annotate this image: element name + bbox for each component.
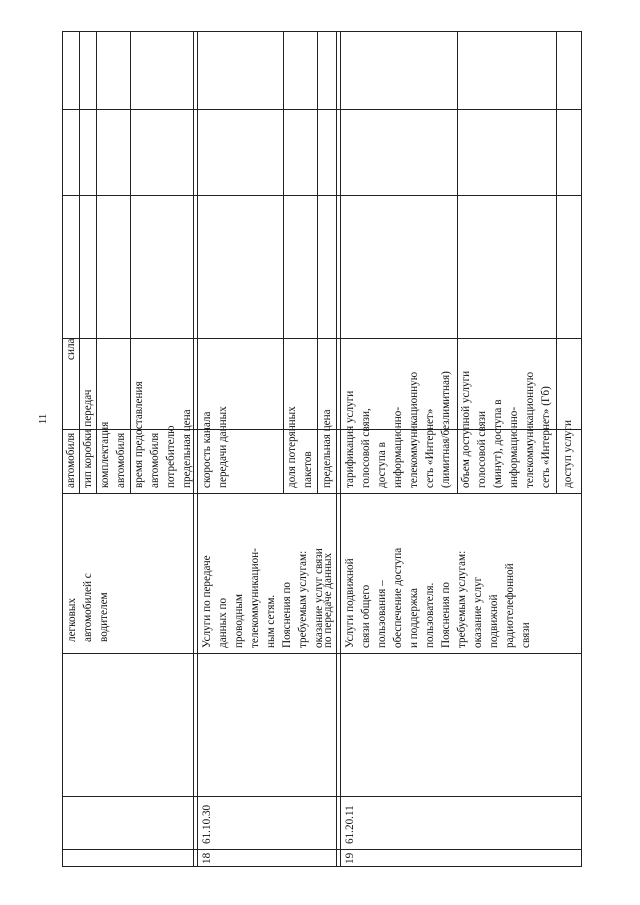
criterion-text: скорость канала [201,411,213,488]
criterion-text: доля потерянных [286,406,298,488]
okpd-code: 61.20.11 [344,805,356,844]
col-border-num [62,849,582,850]
criterion-text: информационно- [392,406,404,488]
criterion-text: пакетов [302,451,314,488]
criterion-text: доступа в [376,442,388,488]
criterion-text: сеть «Интернет» [424,408,436,488]
row-number: 18 [201,852,213,864]
continuation-service-line: водителем [98,592,110,642]
criterion-text: голосовой связи, [360,408,372,488]
service-name-line: и поддержка [408,588,420,648]
criterion-text: автомобиля [115,432,127,488]
page-number: 11 [37,413,49,425]
criterion-text: предельная цена [321,409,333,488]
criterion-text: потребителю [165,425,177,488]
criterion-text: сеть «Интернет» (Гб) [540,386,552,488]
row-separator-19 [336,31,337,867]
col-border-right [62,31,582,32]
col-border-code [62,796,582,797]
service-name-line: обеспечение доступа [392,547,404,648]
table-bottom-border [581,31,582,867]
continuation-note: сила [65,338,77,360]
service-name-line: радиотелефонной [504,563,516,648]
col-border-8 [62,109,582,110]
requirements-table [62,31,582,867]
service-name-line: требуемым услугам: [297,550,309,648]
criterion-text: тип коробки передач [82,389,94,488]
service-name-line: требуемым услугам: [456,550,468,648]
col-border-criteria [62,493,582,494]
criterion-text: время предоставления [133,381,145,488]
criterion-text: передачи данных [217,406,229,488]
service-name-line: Услуги по передаче [201,555,213,648]
row-separator-18-inner [197,31,198,867]
service-name-line: связи [520,622,532,648]
continuation-service-line: легковых [66,598,78,642]
col-border-6 [62,338,582,339]
criterion-text: информационно- [508,406,520,488]
col-border-left [62,866,582,867]
service-name-line: по передаче данных [322,552,334,648]
row-separator-19-inner [340,31,341,867]
service-name-line: подвижной [488,594,500,648]
subrow-line [317,31,318,494]
criterion-text: голосовой связи [476,410,488,488]
criterion-text: предельная цена [181,409,193,488]
service-name-line: оказание услуг [472,576,484,648]
criterion-text: доступ услуги [562,420,574,488]
service-name-line: Услуги подвижной [344,558,356,648]
criterion-text: телекоммуникационную [408,371,420,488]
service-name-line: связи общего [360,584,372,648]
criterion-text: телекоммуникационную [524,371,536,488]
col-border-7 [62,195,582,196]
service-name-line: данных по [217,597,229,648]
criterion-text: (минут), доступа в [492,399,504,488]
criterion-text: автомобиля [149,432,161,488]
row-number: 19 [344,852,356,864]
criterion-text: объем доступной услуги [460,370,472,488]
service-name-line: Пояснения по [281,581,293,648]
subrow-line [556,31,557,494]
criterion-text: комплектация [99,421,111,488]
service-name-line: пользования – [376,580,388,648]
service-name-line: оказание услуг связи [313,548,325,648]
continuation-service-line: автомобилей с [82,573,94,642]
service-name-line: проводным [233,594,245,648]
okpd-code: 61.10.30 [201,804,213,844]
criterion-text: тарификация услуги [344,390,356,488]
service-name-line: Пояснения по [440,581,452,648]
rotated-table-anchor [62,31,574,864]
service-name-line: пользователя. [424,582,436,648]
col-border-name [62,653,582,654]
service-name-line: телекоммуникацион- [249,548,261,648]
criterion-text: (лимитная/безлимитная) [440,371,452,488]
service-name-line: ным сетям. [265,594,277,648]
criterion-text: автомобиля [65,432,77,488]
